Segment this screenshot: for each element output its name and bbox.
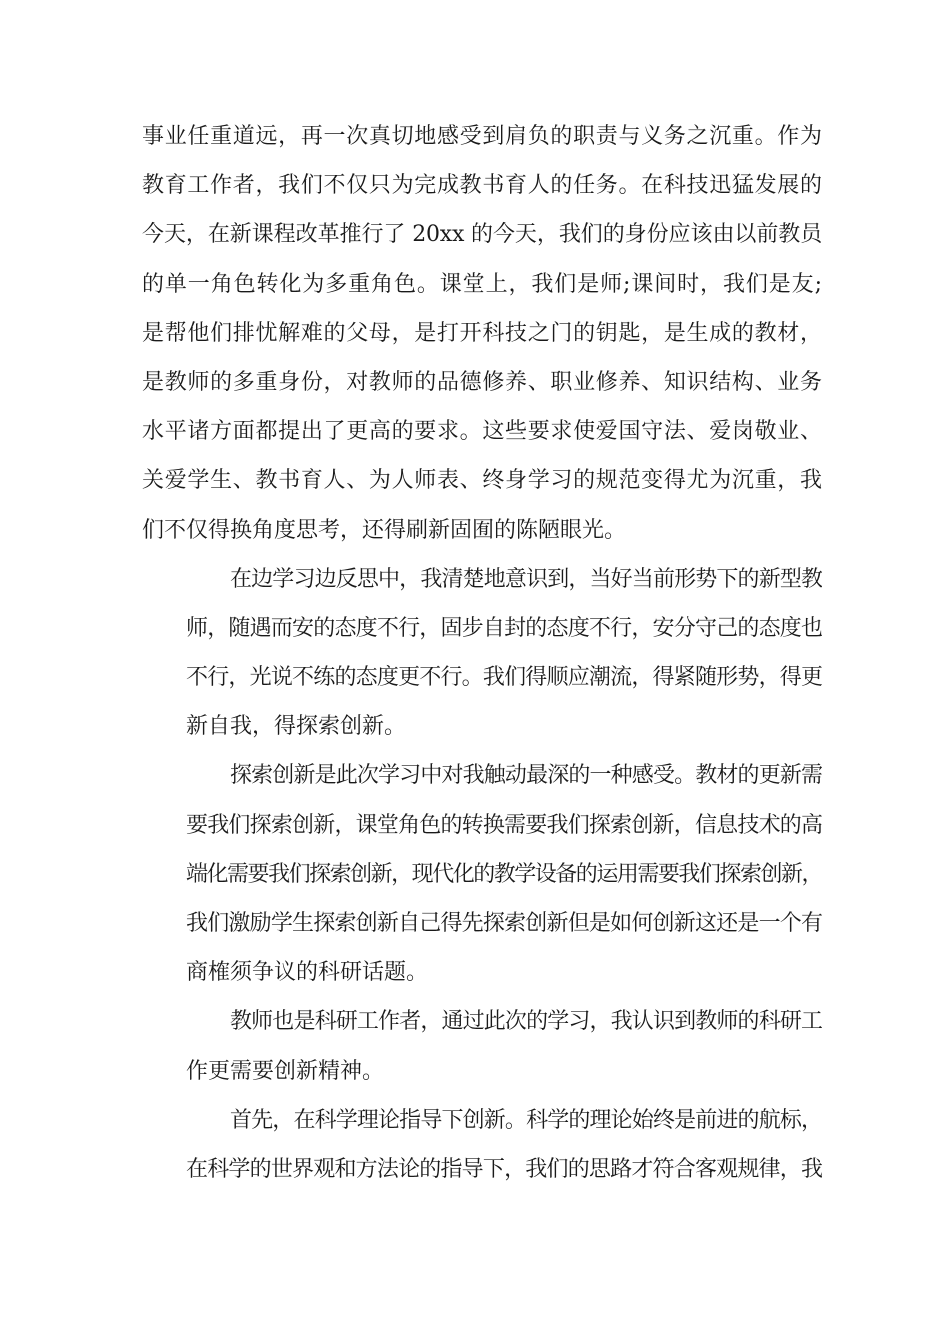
text-line: 作更需要创新精神。: [186, 1058, 385, 1084]
paragraph-2: [142, 555, 822, 752]
text-line: 今天，在新课程改革推行了 20xx 的今天，我们的身份应该由以前教员: [142, 222, 822, 248]
text-line: 关爱学生、教书育人、为人师表、终身学习的规范变得尤为沉重，我: [142, 468, 822, 494]
text-line: 在边学习边反思中，我清楚地意识到，当好当前形势下的新型教: [230, 566, 822, 592]
text-line: 在科学的世界观和方法论的指导下，我们的思路才符合客观规律，我: [186, 1156, 822, 1182]
paragraph-3: [142, 751, 822, 997]
text-line: 要我们探索创新，课堂角色的转换需要我们探索创新，信息技术的高: [186, 812, 822, 838]
text-line: 是帮他们排忧解难的父母，是打开科技之门的钥匙，是生成的教材，: [142, 320, 822, 346]
text-line: 水平诸方面都提出了更高的要求。这些要求使爱国守法、爱岗敬业、: [142, 419, 822, 445]
text-line: 不行，光说不练的态度更不行。我们得顺应潮流，得紧随形势，得更: [186, 665, 822, 691]
text-line: 探索创新是此次学习中对我触动最深的一种感受。教材的更新需: [230, 763, 822, 789]
paragraph-5: [142, 1096, 822, 1194]
text-line: 首先，在科学理论指导下创新。科学的理论始终是前进的航标，: [230, 1107, 822, 1133]
text-line: 事业任重道远，再一次真切地感受到肩负的职责与义务之沉重。作为: [142, 124, 822, 149]
paragraph-1: [142, 112, 822, 555]
text-line: 的单一角色转化为多重角色。课堂上，我们是师;课间时，我们是友;: [142, 271, 822, 297]
text-line: 新自我，得探索创新。: [186, 714, 407, 740]
text-line: 我们激励学生探索创新自己得先探索创新但是如何创新这还是一个有: [186, 911, 822, 936]
text-line: 师，随遇而安的态度不行，固步自封的态度不行，安分守己的态度也: [186, 615, 822, 641]
paragraph-4: [142, 997, 822, 1095]
text-line: 教师也是科研工作者，通过此次的学习，我认识到教师的科研工: [230, 1009, 822, 1035]
text-line: 教育工作者，我们不仅只为完成教书育人的任务。在科技迅猛发展的: [142, 173, 822, 199]
text-line: 端化需要我们探索创新，现代化的教学设备的运用需要我们探索创新，: [186, 861, 822, 887]
text-line: 商榷须争议的科研话题。: [186, 960, 429, 986]
text-line: 是教师的多重身份，对教师的品德修养、职业修养、知识结构、业务: [142, 369, 822, 395]
text-line: 们不仅得换角度思考，还得刷新固囿的陈陋眼光。: [142, 517, 627, 543]
document-body: [142, 112, 822, 1194]
